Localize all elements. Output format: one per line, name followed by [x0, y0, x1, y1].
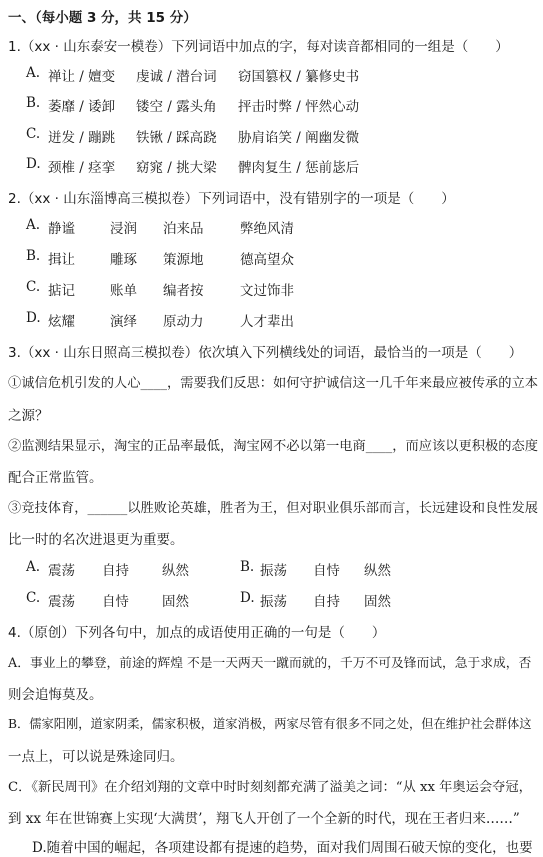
q4-option-a-line-2: 则会追悔莫及。	[8, 687, 103, 703]
option-text: 人才辈出	[240, 314, 294, 330]
q3-sentence-1-line-1: ①诚信危机引发的人心____，需要我们反思：如何守护诚信这一几千年来最应被传承的立本	[8, 376, 539, 391]
option-text: 震荡	[48, 563, 75, 579]
option-letter: A.	[26, 65, 41, 81]
option-letter: A.	[26, 217, 41, 233]
option-text: 纵然	[162, 563, 189, 579]
q2-option-b	[0, 248, 543, 268]
option-text: 掂记	[48, 283, 75, 299]
option-text: 虔诚 / 潜台词	[136, 69, 217, 85]
option-text: 泊来品	[163, 221, 204, 237]
option-text: 震荡	[48, 594, 75, 610]
question-3-stem: 3.（xx · 山东日照高三模拟卷）依次填入下列横线处的词语，最恰当的一项是（ ）	[8, 345, 523, 361]
question-2-stem: 2.（xx · 山东淄博高三模拟卷）下列词语中，没有错别字的一项是（ ）	[8, 191, 455, 207]
option-letter: A.	[26, 559, 41, 575]
option-text: 账单	[110, 283, 137, 299]
option-letter: D.	[240, 590, 255, 606]
option-text: 炫耀	[48, 314, 75, 330]
q1-option-d	[0, 156, 543, 176]
q3-options-row-2	[0, 590, 543, 610]
question-1-stem: 1.（xx · 山东泰安一模卷）下列词语中加点的字，每对读音都相同的一组是（ ）	[8, 39, 509, 55]
q2-option-c	[0, 279, 543, 299]
option-text: 原动力	[163, 314, 204, 330]
q4-option-a-line-1: A．事业上的攀登，前途的辉煌 不是一天两天一蹴而就的，千万不可及锋而试，急于求成，否	[8, 656, 532, 671]
option-letter: B.	[240, 559, 255, 575]
option-text: 固然	[162, 594, 189, 610]
option-text: 髀肉复生 / 惩前毖后	[238, 160, 360, 176]
option-text: 自持	[313, 594, 340, 610]
q2-option-a	[0, 217, 543, 237]
q3-sentence-1-line-2: 之源？	[8, 408, 49, 424]
option-letter: C.	[26, 126, 41, 142]
option-text: 文过饰非	[240, 283, 294, 299]
option-letter: B.	[26, 95, 41, 111]
q1-option-a	[0, 65, 543, 85]
option-text: 自恃	[313, 563, 340, 579]
option-text: 浸润	[110, 221, 137, 237]
q1-option-b	[0, 95, 543, 115]
option-text: 振荡	[260, 563, 287, 579]
option-letter: B.	[26, 248, 41, 264]
option-letter: C.	[26, 590, 41, 606]
q3-sentence-3-line-2: 比一时的名次进退更为重要。	[8, 532, 184, 548]
option-text: 纵然	[364, 563, 391, 579]
q2-option-d	[0, 310, 543, 330]
option-text: 振荡	[260, 594, 287, 610]
section-heading: 一、（每小题 3 分，共 15 分）	[8, 10, 197, 26]
option-text: 自持	[102, 563, 129, 579]
option-text: 编者按	[163, 283, 204, 299]
q3-sentence-2-line-1: ②监测结果显示，淘宝的正品率最低，淘宝网不必以第一电商____，而应该以更积极的态度	[8, 439, 539, 454]
option-letter: D.	[26, 310, 41, 326]
option-text: 德高望众	[240, 252, 294, 268]
option-text: 铁锹 / 踩高跷	[136, 130, 217, 146]
option-text: 颈椎 / 痉挛	[48, 160, 116, 176]
option-text: 弊绝风清	[240, 221, 294, 237]
q1-option-c	[0, 126, 543, 146]
option-text: 窈窕 / 挑大梁	[136, 160, 217, 176]
option-text: 迸发 / 蹦跳	[48, 130, 116, 146]
option-text: 演绎	[110, 314, 137, 330]
option-text: 固然	[364, 594, 391, 610]
q4-option-b-line-2: 一点上，可以说是殊途同归。	[8, 749, 184, 765]
option-text: 静谧	[48, 221, 75, 237]
option-text: 抨击时弊 / 怦然心动	[238, 99, 360, 115]
q4-option-b-line-1: B．儒家阳刚，道家阴柔，儒家积极，道家消极，两家尽管有很多不同之处，但在维护社会群体这	[8, 717, 532, 731]
option-letter: C.	[26, 279, 41, 295]
option-text: 策源地	[163, 252, 204, 268]
option-text: 镂空 / 露头角	[136, 99, 217, 115]
option-text: 禅让 / 嬗变	[48, 69, 116, 85]
q4-option-c-line-1: C．《新民周刊》在介绍刘翔的文章中时时刻刻都充满了溢美之词：“从 xx 年奥运会夺冠，	[8, 780, 532, 795]
option-text: 雕琢	[110, 252, 137, 268]
q3-sentence-3-line-1: ③竞技体育，______以胜败论英雄，胜者为王，但对职业俱乐部而言，长远建设和良性发展	[8, 501, 539, 516]
option-letter: D.	[26, 156, 41, 172]
option-text: 胁肩谄笑 / 阐幽发微	[238, 130, 360, 146]
q3-options-row-1	[0, 559, 543, 579]
option-text: 萎靡 / 诿卸	[48, 99, 116, 115]
q4-option-d-line-1: D.随着中国的崛起，各项建设都有提速的趋势，面对我们周围石破天惊的变化，也要	[32, 840, 533, 856]
q3-sentence-2-line-2: 配合正常监管。	[8, 470, 103, 486]
question-4-stem: 4.（原创）下列各句中，加点的成语使用正确的一句是（ ）	[8, 625, 386, 641]
q4-option-c-line-2: 到 xx 年在世锦赛上实现‘大满贯’，翔飞人开创了一个全新的时代，现在王者归来……”	[8, 811, 520, 827]
option-text: 窃国篡权 / 纂修史书	[238, 69, 360, 85]
option-text: 自恃	[102, 594, 129, 610]
option-text: 揖让	[48, 252, 75, 268]
